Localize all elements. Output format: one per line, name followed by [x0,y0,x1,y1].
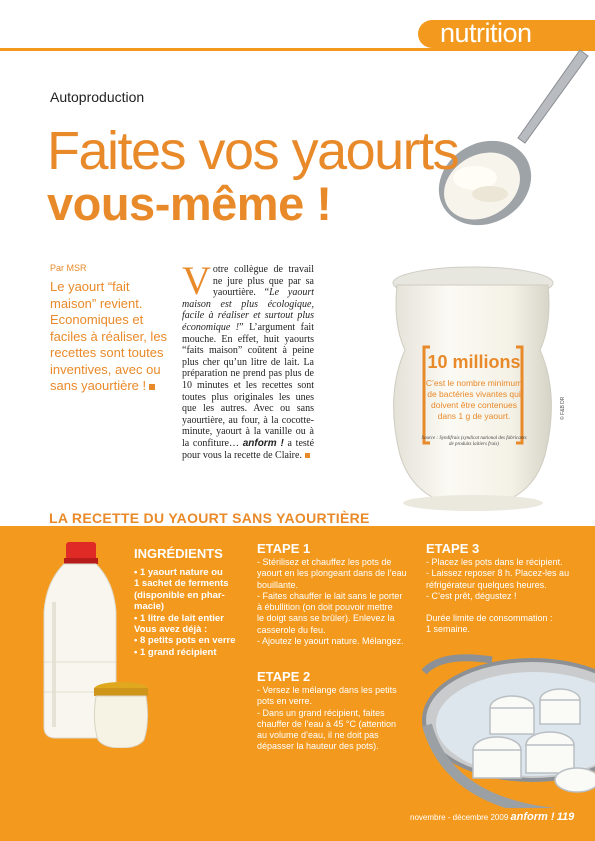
page-number: 119 [556,811,575,823]
section-label: nutrition [440,18,532,48]
recipe-title: LA RECETTE DU YAOURT SANS YAOURTIÈRE [49,510,370,526]
step-line: dépasser la hauteur des pots). [257,741,379,752]
article-title-line2: vous-même ! [47,177,332,230]
ingredients-title: INGRÉDIENTS [134,546,223,561]
step-line [426,602,586,613]
article-lead [50,279,168,395]
step-line: à ébullition (on doit pouvoir mettre [257,602,393,613]
step-line: réfrigérateur quelques heures. [426,579,547,590]
step1-title: ETAPE 1 [257,541,311,556]
ingredients-list [134,567,246,658]
stat-number: 10 millions [427,352,521,372]
body-brand: anform ! [242,437,284,449]
step-line: casserole du feu. [257,624,326,635]
step-line: - C’est prêt, dégustez ! [426,590,517,601]
ingredient-line: 1 sachet de ferments [134,578,229,590]
step2-list [257,685,417,753]
step-line: - Versez le mélange dans les petits [257,685,397,695]
step-line: - Stérilisez et chauffez les pots de [257,557,392,567]
photo-credit: © F&B DR [560,396,566,420]
step-line: chauffer de l’eau à 45 °C (attention [257,718,397,729]
ingredient-line: macie) [134,601,165,613]
glass-jar-photo [92,682,150,748]
step-line: yaourt en les plongeant dans de l’eau [257,568,407,579]
step3-list [426,557,586,636]
step-line: 1 semaine. [426,624,471,635]
ingredient-line: • 1 grand récipient [134,646,217,658]
byline: Par MSR [50,263,87,273]
step-line: pots en verre. [257,696,313,707]
body-text-3: a testé pour vous la recette de Claire. [182,437,315,461]
ingredient-line: (disponible en phar- [134,589,225,601]
body-text-1: otre collègue de travail ne jure plus que par sa yaourtière. “ [212,264,314,299]
step-line: - Laissez reposer 8 h. Placez-les au [426,568,570,579]
ingredient-line: • 8 petits pots en verre [134,635,236,647]
step-line: bouillante. [257,579,299,590]
end-mark-icon [305,453,310,458]
page-footer [410,811,574,823]
article-title-line1: Faites vos yaourts [47,121,459,181]
step-line: - Faites chauffer le lait sans le porter [257,590,403,601]
ingredient-line: Vous avez déjà : [134,624,208,636]
ingredient-line: • 1 litre de lait entier [134,612,224,624]
footer-issue: novembre - décembre 2009 [410,813,509,822]
footer-brand: anform ! [510,811,555,823]
article-body [182,258,315,461]
pan-with-pots-photo [422,650,595,815]
step3-title: ETAPE 3 [426,541,480,556]
ingredient-line: • 1 yaourt nature ou [134,567,223,578]
step-line: - Dans un grand récipient, faites [257,707,385,718]
step1-list [257,557,417,647]
body-text-2: ” L’argument fait mouche. En effet, huit yaourts “faits maison” coûtent à peine plus cher qu’un litre de lait. La préparation ne prend pas plus de 10 minutes et les recettes sont toutes plus originales les unes que les autres. Avec ou sans yaourtière, au four, à la cocotte-minute, yaourt à la vanille ou à la confiture… [182,321,314,449]
step-line: Durée limite de consommation : [426,613,553,624]
step2-title: ETAPE 2 [257,669,311,684]
end-mark-icon [149,384,155,390]
body-quote: Le yaourt maison est plus écologique, facile à réaliser et surtout plus économique ! [182,287,314,333]
stat-source: Source : Syndifrais (syndicat national des fabricants de produits laitiers frais) [421,436,527,447]
section-tab [418,20,595,48]
article-lead-text: Le yaourt “fait maison” revient. Economiques et faciles à réaliser, les recettes sont toutes inventives, avec ou sans yaourtière ! [50,279,168,393]
article-kicker: Autoproduction [50,89,145,105]
stat-text: C’est le nombre minimum de bactéries vivantes qui doivent être contenues dans 1 g de yaourt. [425,378,523,421]
step-line: au volume d’eau, il ne doit pas [257,730,379,741]
step-line: - Ajoutez le yaourt nature. Mélangez. [257,636,404,647]
dropcap: V [182,258,211,303]
step-line: le doigt sans se brûler). Enlevez la [257,613,395,624]
step-line: - Placez les pots dans le récipient. [426,557,563,567]
